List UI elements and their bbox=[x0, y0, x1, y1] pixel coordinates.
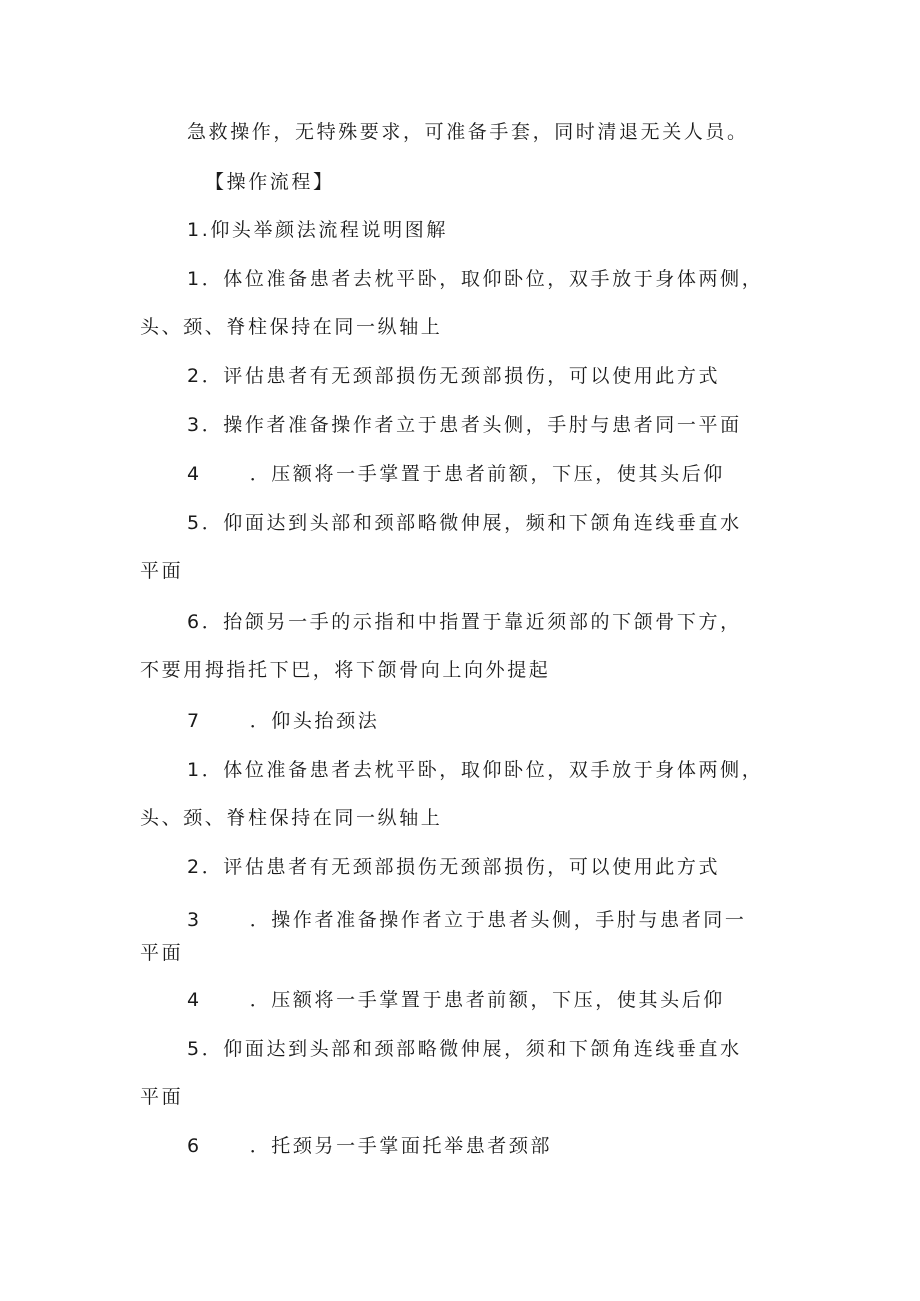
m1-step3: 3．操作者准备操作者立于患者头侧，手肘与患者同一平面 bbox=[187, 414, 742, 436]
m1-step1-line2: 头、颈、脊柱保持在同一纵轴上 bbox=[140, 316, 443, 338]
m2-step5-line2: 平面 bbox=[140, 1086, 184, 1108]
m1-step4-text: ．压额将一手掌置于患者前额，下压，使其头后仰 bbox=[249, 463, 725, 485]
m1-step4-number: 4 bbox=[187, 463, 202, 485]
m2-step1-line2: 头、颈、脊柱保持在同一纵轴上 bbox=[140, 807, 443, 829]
m2-step1-line1: 1．体位准备患者去枕平卧，取仰卧位，双手放于身体两侧， bbox=[187, 759, 764, 781]
m2-step5-line1: 5．仰面达到头部和颈部略微伸展，须和下颌角连线垂直水 bbox=[187, 1038, 742, 1060]
m2-step6 bbox=[187, 1132, 552, 1160]
m1-step4 bbox=[187, 460, 725, 488]
m2-step4-number: 4 bbox=[187, 989, 202, 1011]
method2-title bbox=[187, 707, 379, 735]
m1-step1-line1: 1．体位准备患者去枕平卧，取仰卧位，双手放于身体两侧， bbox=[187, 268, 764, 290]
method1-title: 1.仰头举颜法流程说明图解 bbox=[187, 219, 448, 241]
method2-text: ．仰头抬颈法 bbox=[249, 710, 380, 732]
intro-paragraph: 急救操作，无特殊要求，可准备手套，同时清退无关人员。 bbox=[187, 121, 749, 143]
m1-step2: 2．评估患者有无颈部损伤无颈部损伤，可以使用此方式 bbox=[187, 365, 721, 387]
m1-step5-line2: 平面 bbox=[140, 560, 184, 582]
method2-number: 7 bbox=[187, 710, 202, 732]
m2-step3-line2: 平面 bbox=[140, 942, 184, 964]
m1-step6-line2: 不要用拇指托下巴，将下颌骨向上向外提起 bbox=[140, 659, 551, 681]
m2-step6-number: 6 bbox=[187, 1135, 202, 1157]
m1-step5-line1: 5．仰面达到头部和颈部略微伸展，频和下颌角连线垂直水 bbox=[187, 512, 742, 534]
section-title: 【操作流程】 bbox=[205, 171, 335, 193]
m2-step4-text: ．压额将一手掌置于患者前额，下压，使其头后仰 bbox=[249, 989, 725, 1011]
m2-step2: 2．评估患者有无颈部损伤无颈部损伤，可以使用此方式 bbox=[187, 856, 721, 878]
m2-step3-line1 bbox=[187, 906, 747, 934]
m2-step3-number: 3 bbox=[187, 909, 202, 931]
m2-step6-text: ．托颈另一手掌面托举患者颈部 bbox=[249, 1135, 553, 1157]
m2-step3-text: ．操作者准备操作者立于患者头侧，手肘与患者同一 bbox=[249, 909, 747, 931]
m2-step4 bbox=[187, 986, 725, 1014]
m1-step6-line1: 6．抬颌另一手的示指和中指置于靠近须部的下颌骨下方， bbox=[187, 611, 742, 633]
